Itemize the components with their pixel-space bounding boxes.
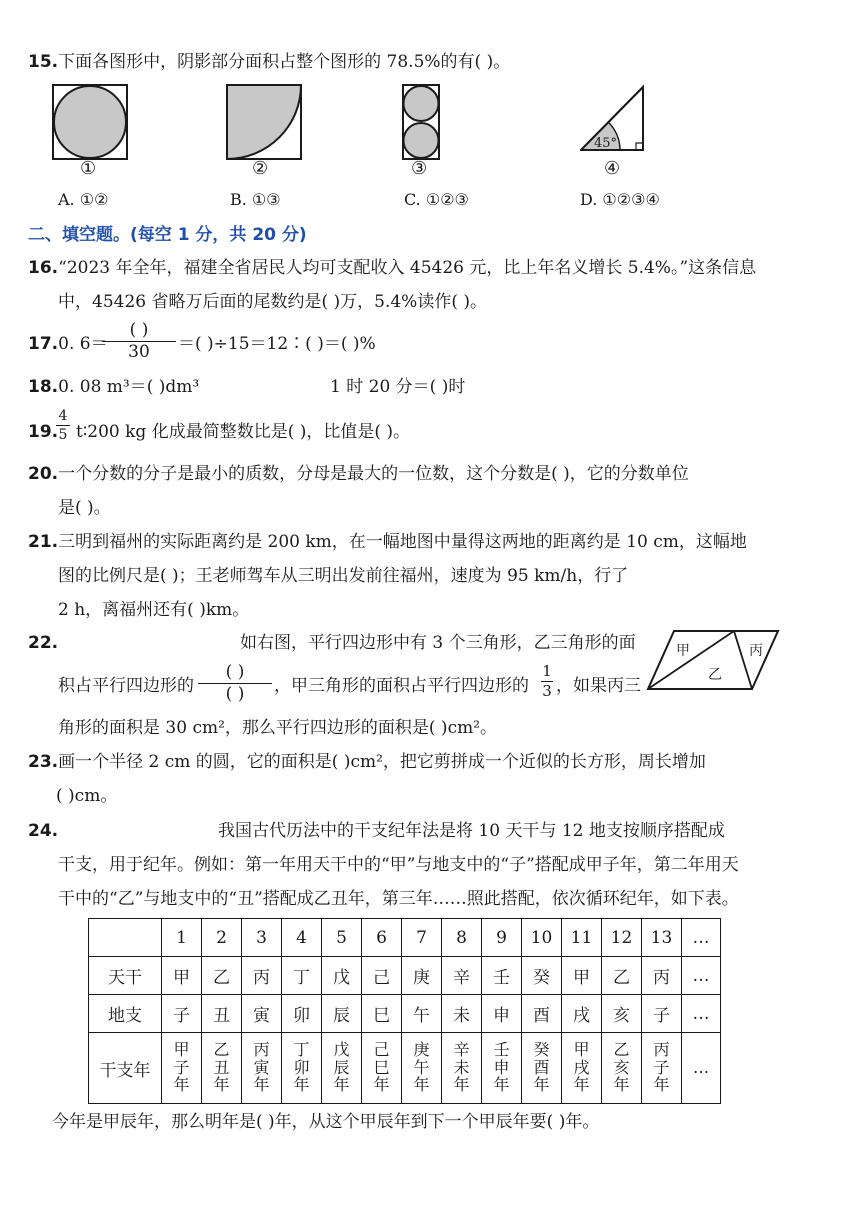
q15-text xyxy=(28,52,510,72)
ganzhi-year: 戊 辰 年 xyxy=(333,1040,350,1094)
table-cell: 3 xyxy=(242,919,282,957)
q20-line-2: 是( )。 xyxy=(58,498,111,518)
option-a: A. ①② xyxy=(58,190,109,209)
q16-line-2: 中，45426 省略万后面的尾数约是( )万，5.4%读作( )。 xyxy=(58,292,488,312)
row-label-dizhi: 地支 xyxy=(89,995,162,1033)
row-label-ganzhi: 干支年 xyxy=(89,1033,162,1104)
ganzhi-year: … xyxy=(693,1058,709,1077)
table-cell: 戊 xyxy=(322,957,362,995)
q24-line-2: 干支，用于纪年。例如：第一年用天干中的“甲”与地支中的“子”搭配成甲子年，第二年用天 xyxy=(58,855,739,875)
q18-part-1: 0. 08 m³＝( )dm³ xyxy=(58,377,200,397)
table-cell: 巳 xyxy=(362,995,402,1033)
q23-text-1: 画一个半径 2 cm 的圆，它的面积是( )cm²，把它剪拼成一个近似的长方形，周长增加 xyxy=(58,752,706,772)
q17-fraction xyxy=(102,322,176,361)
table-cell xyxy=(282,1033,322,1104)
q24-last-line: 今年是甲辰年，那么明年是( )年，从这个甲辰年到下一个甲辰年要( )年。 xyxy=(52,1112,600,1132)
parallelogram-diagram xyxy=(646,628,780,692)
table-row-tiangan xyxy=(89,957,721,995)
figure-label-4: ④ xyxy=(604,158,621,179)
q22-number xyxy=(28,633,58,653)
table-cell xyxy=(162,1033,202,1104)
table-cell: 申 xyxy=(482,995,522,1033)
table-corner xyxy=(89,919,162,957)
table-cell: 10 xyxy=(522,919,562,957)
table-cell: 辛 xyxy=(442,957,482,995)
table-row-dizhi xyxy=(89,995,721,1033)
q24-line-3: 干中的“乙”与地支中的“丑”搭配成乙丑年，第三年……照此搭配，依次循环纪年，如下表。 xyxy=(58,889,739,909)
option-d: D. ①②③④ xyxy=(580,190,660,209)
q22-frac2-num: 1 xyxy=(542,662,552,680)
table-cell: 13 xyxy=(642,919,682,957)
ganzhi-year: 丙 子 年 xyxy=(653,1040,670,1094)
row-label-tiangan: 天干 xyxy=(89,957,162,995)
ganzhi-year: 庚 午 年 xyxy=(413,1040,430,1094)
table-cell: 丙 xyxy=(642,957,682,995)
q22-line-1: 如右图，平行四边形中有 3 个三角形，乙三角形的面 xyxy=(240,633,636,653)
q21-line-3: 2 h，离福州还有( )km。 xyxy=(58,600,250,620)
q16-line-1 xyxy=(28,258,756,278)
table-cell xyxy=(522,1033,562,1104)
ganzhi-year: 己 巳 年 xyxy=(373,1040,390,1094)
table-cell xyxy=(202,1033,242,1104)
figure-circle-in-square xyxy=(52,84,128,160)
q18-line xyxy=(28,377,199,397)
table-cell: 8 xyxy=(442,919,482,957)
figure-triangle-sector xyxy=(580,84,644,152)
q23-line-1 xyxy=(28,752,706,772)
figure-label-2: ② xyxy=(252,158,269,179)
table-cell: 乙 xyxy=(602,957,642,995)
table-cell: 2 xyxy=(202,919,242,957)
table-cell xyxy=(402,1033,442,1104)
ganzhi-year: 乙 亥 年 xyxy=(613,1040,630,1094)
figure-quarter-circle xyxy=(226,84,302,160)
q19-fraction xyxy=(56,409,70,442)
table-cell: 酉 xyxy=(522,995,562,1033)
q22-frac1-num: ( ) xyxy=(198,664,272,684)
table-cell xyxy=(482,1033,522,1104)
ganzhi-year: 丙 寅 年 xyxy=(253,1040,270,1094)
table-cell: … xyxy=(682,995,721,1033)
q17-line xyxy=(28,334,108,354)
table-cell: 乙 xyxy=(202,957,242,995)
table-cell: 丙 xyxy=(242,957,282,995)
table-cell xyxy=(442,1033,482,1104)
q22-line-2-mid: ，甲三角形的面积占平行四边形的 xyxy=(274,676,529,696)
table-cell: 寅 xyxy=(242,995,282,1033)
q23-number: 23. xyxy=(28,752,59,772)
q20-number: 20. xyxy=(28,464,59,484)
table-cell: 子 xyxy=(162,995,202,1033)
ganzhi-year: 癸 酉 年 xyxy=(533,1040,550,1094)
label-bing: 丙 xyxy=(749,643,763,659)
q22-line-3: 角形的面积是 30 cm²，那么平行四边形的面积是( )cm²。 xyxy=(58,718,498,738)
table-row-ganzhi xyxy=(89,1033,721,1104)
table-cell: 亥 xyxy=(602,995,642,1033)
q24-num-text: 24. xyxy=(28,821,59,841)
q18-part-2: 1 时 20 分＝( )时 xyxy=(330,377,466,397)
table-cell: 子 xyxy=(642,995,682,1033)
figure-two-circles xyxy=(402,84,440,160)
table-cell: 壬 xyxy=(482,957,522,995)
table-cell: … xyxy=(682,919,721,957)
q22-num-text: 22. xyxy=(28,633,59,653)
q15-number: 15. xyxy=(28,52,59,72)
ganzhi-year: 辛 未 年 xyxy=(453,1040,470,1094)
table-cell xyxy=(562,1033,602,1104)
q21-line-2: 图的比例尺是( )；王老师驾车从三明出发前往福州，速度为 95 km/h，行了 xyxy=(58,566,629,586)
q16-text-1: “2023 年全年，福建全省居民人均可支配收入 45426 元，比上年名义增长 5.4%。”这条信息 xyxy=(58,258,757,278)
ganzhi-year: 壬 申 年 xyxy=(493,1040,510,1094)
table-cell: 丑 xyxy=(202,995,242,1033)
table-cell: 己 xyxy=(362,957,402,995)
q23-line-2: ( )cm。 xyxy=(56,786,118,806)
q17-number: 17. xyxy=(28,334,59,354)
table-cell: … xyxy=(682,957,721,995)
angle-label: 45° xyxy=(594,136,618,151)
table-cell: 庚 xyxy=(402,957,442,995)
table-row-header xyxy=(89,919,721,957)
label-yi: 乙 xyxy=(708,667,722,683)
table-cell: 午 xyxy=(402,995,442,1033)
table-cell: 7 xyxy=(402,919,442,957)
table-cell: 甲 xyxy=(162,957,202,995)
table-cell: 戌 xyxy=(562,995,602,1033)
q17-post: ＝( )÷15＝12∶( )＝( )% xyxy=(178,334,376,354)
q20-line-1 xyxy=(28,464,689,484)
q24-line-1: 我国古代历法中的干支纪年法是将 10 天干与 12 地支按顺序搭配成 xyxy=(218,821,725,841)
q16-number: 16. xyxy=(28,258,59,278)
table-cell xyxy=(362,1033,402,1104)
ganzhi-year: 丁 卯 年 xyxy=(293,1040,310,1094)
table-cell xyxy=(602,1033,642,1104)
table-cell: 9 xyxy=(482,919,522,957)
q22-frac2-den: 3 xyxy=(542,682,552,700)
ganzhi-year: 甲 子 年 xyxy=(173,1040,190,1094)
ganzhi-year: 甲 戌 年 xyxy=(573,1040,590,1094)
section-title: 二、填空题。(每空 1 分，共 20 分) xyxy=(28,225,307,245)
q22-fraction-2 xyxy=(541,664,553,699)
q17-frac-den: 30 xyxy=(128,342,150,362)
table-cell: 卯 xyxy=(282,995,322,1033)
q22-fraction-1 xyxy=(198,664,272,703)
q19-num-text: 19. xyxy=(28,422,59,442)
q19-number xyxy=(28,422,58,442)
q19-text: t∶200 kg 化成最简整数比是( )，比值是( )。 xyxy=(76,422,411,442)
q22-frac1-den: ( ) xyxy=(225,684,245,704)
q17-frac-num: ( ) xyxy=(102,322,176,342)
q21-text-1: 三明到福州的实际距离约是 200 km，在一幅地图中量得这两地的距离约是 10 cm，这幅地 xyxy=(58,532,747,552)
label-jia: 甲 xyxy=(676,643,690,659)
figure-label-3: ③ xyxy=(411,158,428,179)
table-cell: 4 xyxy=(282,919,322,957)
table-cell: 12 xyxy=(602,919,642,957)
table-cell: 5 xyxy=(322,919,362,957)
table-cell: 甲 xyxy=(562,957,602,995)
table-cell xyxy=(242,1033,282,1104)
table-cell xyxy=(682,1033,721,1104)
table-cell xyxy=(642,1033,682,1104)
table-cell: 未 xyxy=(442,995,482,1033)
q22-line-2-pre: 积占平行四边形的 xyxy=(58,676,194,696)
q19-frac-den: 5 xyxy=(58,427,68,443)
table-cell: 辰 xyxy=(322,995,362,1033)
ganzhi-table xyxy=(88,918,721,1104)
q21-number: 21. xyxy=(28,532,59,552)
q21-line-1 xyxy=(28,532,747,552)
q22-line-2-post: ，如果丙三 xyxy=(556,676,641,696)
figure-label-1: ① xyxy=(80,158,97,179)
table-cell: 丁 xyxy=(282,957,322,995)
q19-frac-num: 4 xyxy=(56,409,70,426)
option-b: B. ①③ xyxy=(230,190,281,209)
option-c: C. ①②③ xyxy=(404,190,469,209)
q18-number: 18. xyxy=(28,377,59,397)
table-cell: 癸 xyxy=(522,957,562,995)
table-cell: 6 xyxy=(362,919,402,957)
table-cell: 1 xyxy=(162,919,202,957)
table-cell xyxy=(322,1033,362,1104)
q17-pre: 0. 6＝ xyxy=(58,334,108,354)
q20-text-1: 一个分数的分子是最小的质数，分母是最大的一位数，这个分数是( )，它的分数单位 xyxy=(58,464,689,484)
q24-number xyxy=(28,821,58,841)
q15-prompt: 下面各图形中，阴影部分面积占整个图形的 78.5%的有( )。 xyxy=(58,52,511,72)
table-cell: 11 xyxy=(562,919,602,957)
ganzhi-year: 乙 丑 年 xyxy=(213,1040,230,1094)
